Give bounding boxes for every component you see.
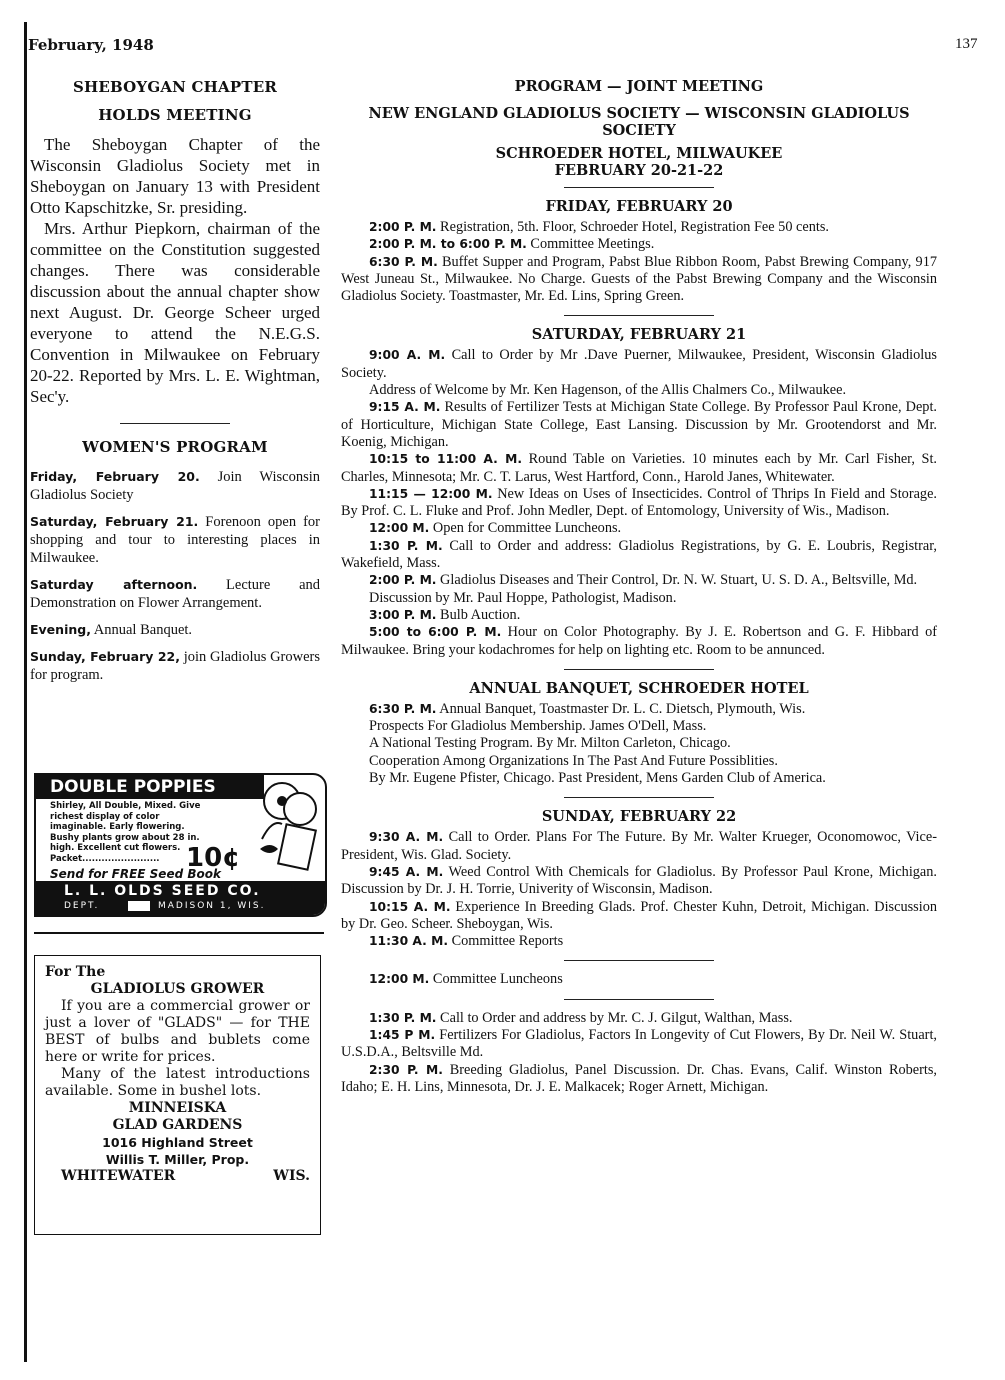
item-text: Breeding Gladiolus, Panel Discussion. Dr. Chas. Evans, Calif. Winston Roberts, Idaho; E. H. Lins, Minnesota, Dr. J. E. Malkacek; Roger Arnett, Michigan.	[341, 1061, 937, 1095]
time-label: 12:00 M.	[369, 521, 430, 536]
item-text: By Mr. Eugene Pfister, Chicago. Past President, Mens Garden Club of America.	[369, 770, 826, 787]
item-text: Bulb Auction.	[436, 606, 521, 623]
time-label: 6:30 P. M.	[369, 701, 437, 716]
item-text: New Ideas on Uses of Insecticides. Control of Thrips In Field and Storage. By Prof. C. L. Fluke and Prof. John Medler, Dept. of Entomology, University of Wis., Madison.	[341, 485, 937, 520]
time-label: 10:15 A. M.	[369, 899, 451, 914]
time-label: Evening,	[30, 622, 91, 637]
time-label: 6:30 P. M.	[369, 254, 438, 269]
item-text: Call to Order. Plans For The Future. By Mr. Walter Krueger, Oconomowoc, Vice-President, Wis. Glad. Society.	[341, 829, 937, 863]
item-text: Committee Reports	[448, 933, 564, 950]
divider	[564, 669, 714, 670]
chapter-para-1: The Sheboygan Chapter of the Wisconsin Gladiolus Society met in Sheboygan on January 13 with President Otto Kapschitzke, Sr. presiding.	[30, 135, 320, 217]
sunday-afternoon-list	[341, 1010, 937, 1096]
margin-bar	[24, 22, 27, 1362]
ad2-para-2: Many of the latest introductions available. Some in bushel lots.	[45, 1066, 310, 1099]
program-item	[341, 451, 937, 486]
item-text: Lecture and Demonstration on Flower Arrangement.	[30, 577, 320, 611]
chapter-subtitle: HOLDS MEETING	[98, 106, 252, 124]
ad2-name-1: MINNEISKA	[128, 1100, 227, 1116]
divider	[564, 999, 714, 1000]
time-label: 2:30 P. M.	[369, 1062, 443, 1077]
poppy-flower-icon	[252, 779, 324, 879]
program-item	[341, 254, 937, 306]
item-text: Results of Fertilizer Tests at Michigan State College. By Professor Paul Krone, Dept. of Horticulture, Michigan State College, East Lansing. Discussion by Mr. Grootendorst and Mr. Koenig, Michigan.	[341, 399, 937, 450]
saturday-list	[341, 347, 937, 658]
program-item	[341, 899, 937, 934]
ad2-para-1: If you are a commercial grower or just a lover of "GLADS" — for THE BEST of bulbs and bublets come here or write for prices.	[45, 998, 310, 1065]
program-item	[341, 399, 937, 451]
program-item	[341, 1062, 937, 1097]
time-label: 1:30 P. M.	[369, 538, 443, 553]
item-text: Annual Banquet.	[90, 622, 193, 638]
item-text: Cooperation Among Organizations In The Past And Future Possiblities.	[369, 752, 778, 769]
company-dept: DEPT.	[64, 901, 100, 911]
item-text: Call to Order and address by Mr. C. J. Gilgut, Walthan, Mass.	[436, 1009, 793, 1026]
page-number: 137	[955, 36, 978, 52]
ad2-name-2: GLAD GARDENS	[112, 1117, 243, 1133]
time-label: 2:00 P. M. to 6:00 P. M.	[369, 237, 527, 252]
program-item	[341, 382, 937, 399]
divider	[564, 187, 714, 188]
item-text: Address of Welcome by Mr. Ken Hagenson, of the Allis Chalmers Co., Milwaukee.	[369, 382, 847, 399]
item-text: Call to Order by Mr .Dave Puerner, Milwaukee, President, Wisconsin Gladiolus Society.	[341, 347, 937, 381]
women-program-item	[30, 648, 320, 684]
time-label: 3:00 P. M.	[369, 607, 437, 622]
ad2-prop: Willis T. Miller, Prop.	[105, 1152, 250, 1167]
item-text: Buffet Supper and Program, Pabst Blue Ribbon Room, Pabst Brewing Company, 917 West Juneau St., Milwaukee. No Charge. Guests of the Pabst Brewing Company and the Wisconsin Gladiolus Society. Toastmaster, Mr. Ed. Lins, Spring Green.	[341, 253, 938, 305]
item-text: Open for Committee Luncheons.	[429, 520, 622, 537]
hotel-title: SCHROEDER HOTEL, MILWAUKEE	[495, 145, 783, 162]
program-title: PROGRAM — JOINT MEETING	[514, 78, 764, 95]
time-label: Sunday, February 22,	[30, 649, 181, 664]
program-item	[341, 590, 937, 607]
time-label: 1:45 P M.	[369, 1027, 436, 1042]
ad-title: DOUBLE POPPIES	[36, 775, 264, 799]
item-text: Weed Control With Chemicals for Gladiolus. By Professor Paul Krone, Michigan. Discussion by Dr. J. H. Torrie, Univerity of Wisconsin, Madison.	[341, 863, 938, 898]
women-program-item	[30, 576, 320, 612]
banquet-line	[341, 718, 937, 735]
banquet-list	[341, 701, 937, 787]
right-column	[341, 78, 937, 1096]
time-label: 12:00 M.	[369, 972, 430, 987]
program-item	[341, 1010, 937, 1027]
item-text: Committee Luncheons	[429, 971, 563, 988]
women-program-item	[30, 468, 320, 504]
time-label: 11:15 — 12:00 M.	[369, 486, 493, 501]
women-program-item	[30, 513, 320, 567]
ad-description: Shirley, All Double, Mixed. Give richest display of color imaginable. Early flowering. Bushy plants grow about 28 in. high. Excellent cut flowers.	[50, 801, 201, 853]
program-item	[341, 624, 937, 659]
dates-title: FEBRUARY 20-21-22	[554, 162, 724, 179]
sunday-list	[341, 829, 937, 950]
program-item	[341, 864, 937, 899]
ad2-location	[45, 1168, 310, 1185]
program-item	[341, 933, 937, 950]
time-label: 2:00 P. M.	[369, 573, 437, 588]
saturday-title: SATURDAY, FEBRUARY 21	[531, 326, 747, 344]
sunday-title: SUNDAY, FEBRUARY 22	[541, 808, 737, 826]
program-item	[341, 538, 937, 573]
time-label: Friday, February 20.	[30, 469, 200, 484]
women-program-title: WOMEN'S PROGRAM	[82, 438, 268, 456]
divider	[564, 797, 714, 798]
time-label: 9:45 A. M.	[369, 864, 444, 879]
divider	[120, 423, 230, 424]
item-text: Forenoon open for shopping and tour to interesting places in Milwaukee.	[30, 514, 320, 566]
item-text: Gladiolus Diseases and Their Control, Dr. N. W. Stuart, U. S. D. A., Beltsville, Md.	[436, 572, 918, 589]
time-label: Saturday afternoon.	[30, 577, 198, 592]
ad2-for: For The	[45, 964, 106, 980]
program-item	[341, 1027, 937, 1062]
chapter-para-2: Mrs. Arthur Piepkorn, chairman of the committee on the Constitution suggested changes. There was considerable discussion about the annual chapter show next August. Dr. George Scheer urged everyone to attend the N.E.G.S. Convention in Milwaukee on February 20-22. Reported by Mrs. L. E. Wightman, Sec'y.	[30, 219, 320, 406]
women-program-list	[30, 468, 320, 684]
left-column	[30, 78, 320, 693]
ad2-state: WIS.	[273, 1168, 310, 1184]
ad-send-text: Send for FREE Seed Book	[50, 867, 221, 881]
item-text: Hour on Color Photography. By J. E. Robertson and G. F. Hibbard of Milwaukee. Bring your kodachromes for help on lighting etc. Room to be annunced.	[341, 624, 937, 658]
ad2-address: 1016 Highland Street	[102, 1135, 253, 1150]
divider	[564, 315, 714, 316]
page-header	[0, 36, 1005, 56]
item-text: Prospects For Gladiolus Membership. James O'Dell, Mass.	[369, 718, 707, 735]
ad-price: 10¢	[186, 843, 241, 873]
ad-body: Shirley, All Double, Mixed. Give richest display of color imaginable. Early flowering. Bushy plants grow about 28 in. high. Excellent cut flowers. Packet........................	[50, 801, 201, 864]
program-item	[341, 520, 937, 537]
program-item	[341, 572, 937, 589]
company-name: L. L. OLDS SEED CO.	[64, 883, 261, 899]
company-city: MADISON 1, WIS.	[158, 901, 266, 911]
time-label: 10:15 to 11:00 A. M.	[369, 452, 523, 467]
item-text: Committee Meetings.	[526, 236, 655, 253]
item-text: Registration, 5th. Floor, Schroeder Hotel, Registration Fee 50 cents.	[436, 219, 830, 235]
societies-title: NEW ENGLAND GLADIOLUS SOCIETY — WISCONSIN GLADIOLUS SOCIETY	[368, 105, 910, 139]
banquet-line	[341, 735, 937, 752]
time-label: 5:00 to 6:00 P. M.	[369, 625, 502, 640]
dept-box	[128, 901, 150, 911]
program-item	[341, 236, 937, 253]
time-label: Saturday, February 21.	[30, 514, 199, 529]
time-label: 1:30 P. M.	[369, 1010, 437, 1025]
divider	[564, 960, 714, 961]
banquet-title: ANNUAL BANQUET, SCHROEDER HOTEL	[469, 679, 809, 697]
glad-grower-ad	[34, 955, 321, 1235]
item-text: Round Table on Varieties. 10 minutes each by Mr. Carl Fisher, St. Charles, Minnesota; Mr. C. T. Larus, West Hartford, Conn., Harold Janes, Whitewater.	[341, 451, 938, 485]
time-label: 9:00 A. M.	[369, 348, 446, 363]
chapter-title: SHEBOYGAN CHAPTER	[72, 78, 278, 96]
ad-separator	[34, 932, 324, 934]
item-text: Annual Banquet, Toastmaster Dr. L. C. Dietsch, Plymouth, Wis.	[436, 700, 806, 717]
time-label: 9:30 A. M.	[369, 830, 444, 845]
time-label: 2:00 P. M.	[369, 220, 437, 234]
item-text: Join Wisconsin Gladiolus Society	[30, 469, 320, 503]
friday-title: FRIDAY, FEBRUARY 20	[545, 198, 733, 215]
time-label: 9:15 A. M.	[369, 400, 441, 415]
ad-company-band	[36, 881, 325, 915]
banquet-line	[341, 753, 937, 770]
program-item	[341, 347, 937, 382]
ad-packet-label: Packet	[50, 853, 83, 864]
item-text: Call to Order and address: Gladiolus Registrations, by G. E. Loubris, Registrar, Wakefield, Mass.	[341, 537, 938, 572]
women-program-item	[30, 621, 320, 639]
item-text: join Gladiolus Growers for program.	[30, 649, 321, 683]
header-date: February, 1948	[28, 36, 154, 54]
item-text: A National Testing Program. By Mr. Milton Carleton, Chicago.	[369, 735, 731, 752]
time-label: 11:30 A. M.	[369, 934, 449, 949]
program-item	[341, 971, 937, 988]
program-item	[341, 486, 937, 521]
ad2-title: GLADIOLUS GROWER	[90, 981, 265, 997]
program-item	[341, 829, 937, 864]
banquet-line	[341, 770, 937, 787]
friday-list	[341, 219, 937, 305]
ad2-town: WHITEWATER	[61, 1168, 176, 1184]
item-text: Experience In Breeding Glads. Prof. Chester Kuhn, Detroit, Michigan. Discussion by Dr. Geo. Scheer. Sheboygan, Wis.	[341, 898, 937, 932]
item-text: Discussion by Mr. Paul Hoppe, Pathologist, Madison.	[369, 589, 677, 606]
sunday-lunch	[341, 971, 937, 988]
banquet-line	[341, 701, 937, 718]
program-item	[341, 219, 937, 236]
poppies-ad	[34, 773, 327, 917]
program-item	[341, 607, 937, 624]
item-text: Fertilizers For Gladiolus, Factors In Longevity of Cut Flowers, By Dr. Neil W. Stuart, U.S.D.A., Beltsville Md.	[341, 1026, 937, 1061]
